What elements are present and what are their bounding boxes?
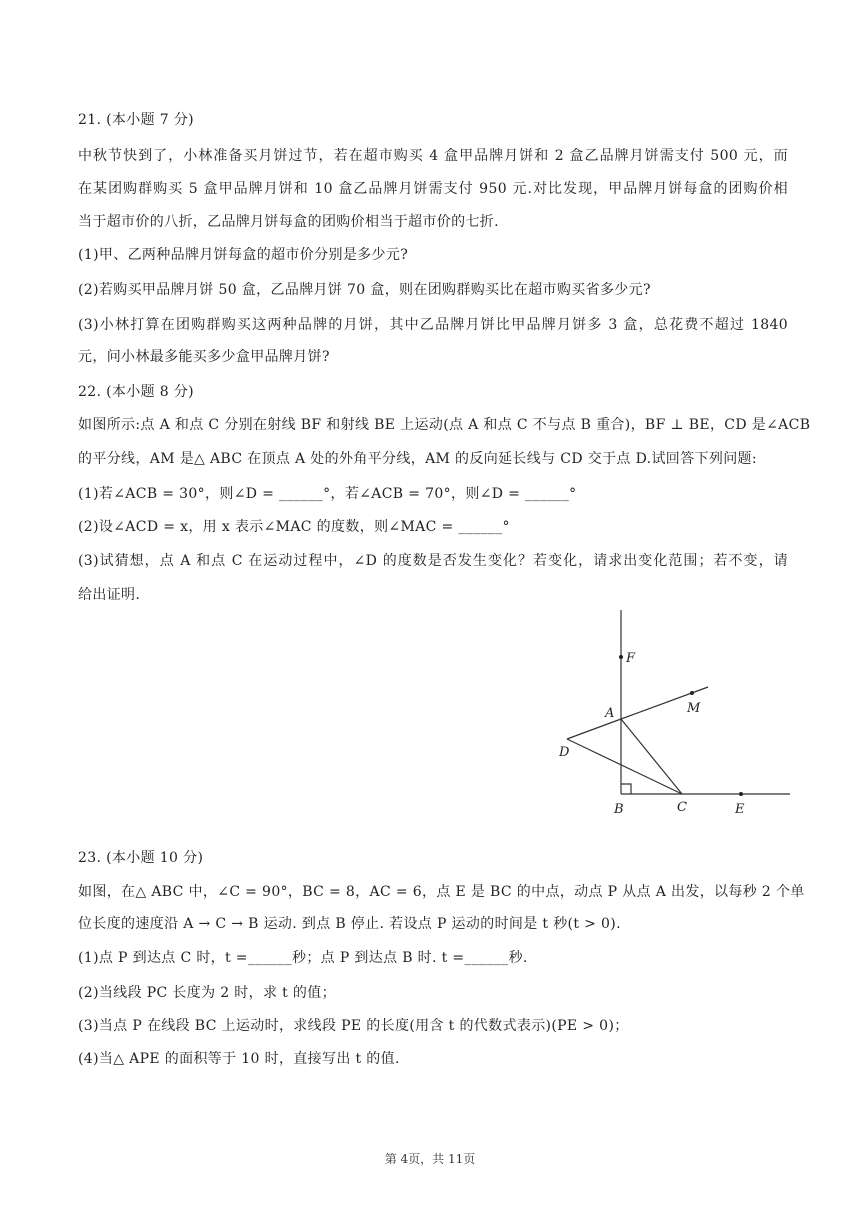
q22-part-2: (2)设∠ACD = x，用 x 表示∠MAC 的度数，则∠MAC = ______° <box>78 519 510 535</box>
geometry-figure <box>550 604 800 819</box>
q22-line-1: 如图所示:点 A 和点 C 分别在射线 BF 和射线 BE 上运动(点 A 和点 C 不与点 B 重合)，BF ⊥ BE，CD 是∠ACB <box>78 417 811 433</box>
q23-line-1: 如图，在△ ABC 中，∠C = 90°，BC = 8，AC = 6，点 E 是 BC 的中点，动点 P 从点 A 出发，以每秒 2 个单 <box>78 884 805 900</box>
q22-part-1: (1)若∠ACB = 30°，则∠D = ______°，若∠ACB = 70°，则∠D = ______° <box>78 486 577 502</box>
q21-line-1: 中秋节快到了，小林准备买月饼过节，若在超市购买 4 盒甲品牌月饼和 2 盒乙品牌月饼需支付 500 元，而 <box>78 148 788 164</box>
line-da <box>567 719 621 739</box>
q23-part-1: (1)点 P 到达点 C 时，t =______秒；点 P 到达点 B 时. t =______秒. <box>78 950 528 966</box>
q23-line-2: 位长度的速度沿 A → C → B 运动. 到点 B 停止. 若设点 P 运动的时间是 t 秒(t > 0). <box>78 916 621 932</box>
q23-part-4: (4)当△ APE 的面积等于 10 时，直接写出 t 的值. <box>78 1051 400 1067</box>
q22-part-3-cont: 给出证明. <box>78 587 141 603</box>
q23-header: 23. (本小题 10 分) <box>78 850 204 866</box>
q21-part-3: (3)小林打算在团购群购买这两种品牌的月饼，其中乙品牌月饼比甲品牌月饼多 3 盒，总花费不超过 1840 <box>78 317 788 333</box>
q22-line-2: 的平分线，AM 是△ ABC 在顶点 A 处的外角平分线，AM 的反向延长线与 CD 交于点 D.试回答下列问题: <box>78 451 757 467</box>
q21-part-1: (1)甲、乙两种品牌月饼每盒的超市价分别是多少元? <box>78 247 409 263</box>
label-a: A <box>605 706 615 721</box>
q23-part-3: (3)当点 P 在线段 BC 上运动时，求线段 PE 的长度(用含 t 的代数式表示)(PE > 0)； <box>78 1018 629 1034</box>
q23-part-2: (2)当线段 PC 长度为 2 时，求 t 的值； <box>78 985 336 1001</box>
q21-part-2: (2)若购买甲品牌月饼 50 盒，乙品牌月饼 70 盒，则在团购群购买比在超市购买省多少元? <box>78 282 651 298</box>
line-dc <box>567 739 682 794</box>
q21-line-3: 当于超市价的八折，乙品牌月饼每盒的团购价相当于超市价的七折. <box>78 214 499 230</box>
label-m: M <box>687 701 701 716</box>
label-d: D <box>559 745 570 760</box>
q22-header: 22. (本小题 8 分) <box>78 384 194 400</box>
point-f <box>619 655 623 659</box>
point-m <box>690 691 694 695</box>
line-ac <box>621 719 682 794</box>
label-f: F <box>626 651 636 666</box>
label-b: B <box>614 802 624 817</box>
point-e <box>739 792 743 796</box>
q21-line-2: 在某团购群购买 5 盒甲品牌月饼和 10 盒乙品牌月饼需支付 950 元.对比发现，甲品牌月饼每盒的团购价相 <box>78 181 788 197</box>
label-c: C <box>677 800 687 815</box>
q22-part-3: (3)试猜想，点 A 和点 C 在运动过程中，∠D 的度数是否发生变化？若变化，请求出变化范围；若不变，请 <box>78 553 788 569</box>
page-footer: 第 4页，共 11页 <box>384 1152 476 1166</box>
right-angle-marker <box>621 784 631 794</box>
q21-part-3-cont: 元，问小林最多能买多少盒甲品牌月饼? <box>78 349 330 365</box>
label-e: E <box>735 802 745 817</box>
q21-header: 21. (本小题 7 分) <box>78 112 194 128</box>
